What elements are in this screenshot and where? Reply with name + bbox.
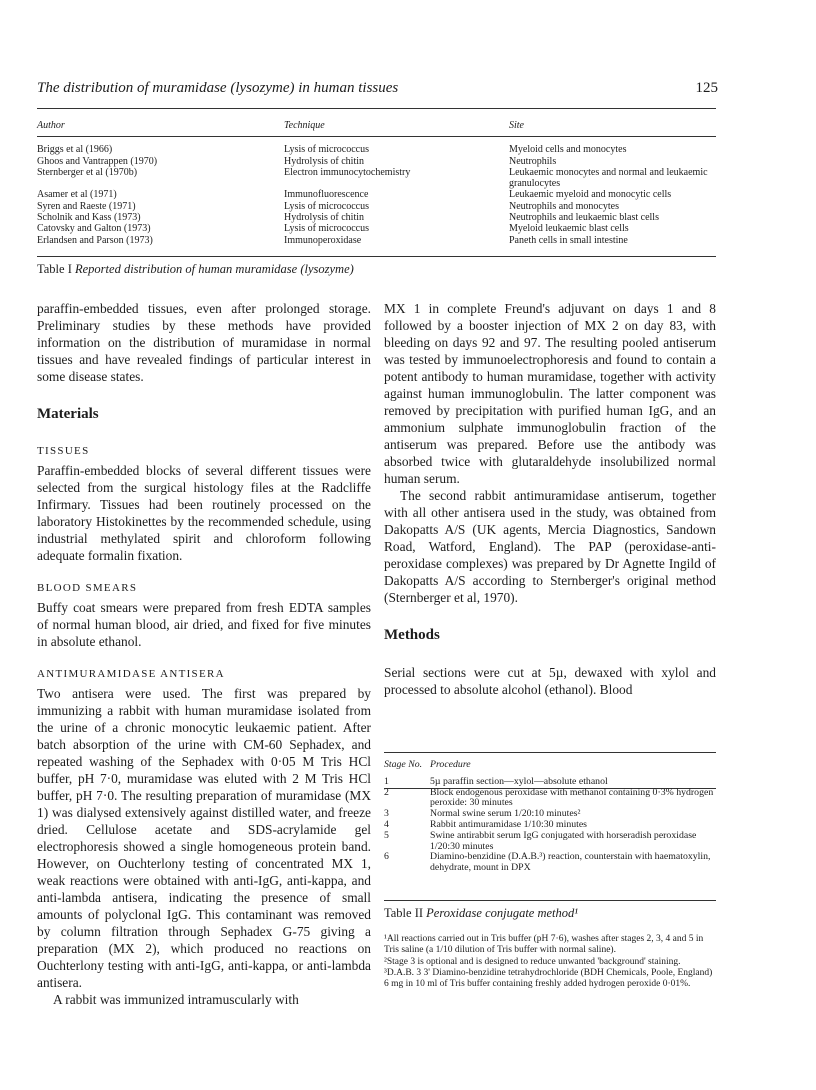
left-column [37,300,371,1008]
antiserum-paragraph: MX 1 in complete Freund's adjuvant on days 1 and 8 followed by a booster injection of MX 2 on day 83, with bleeding on days 92 and 97. The resulting pooled antiserum was tested by immunoelectrophoresis and found to contain a potent antibody to human muramidase, together with activity against human immunoglobulin. The latter component was removed by precipitation with purified human IgG, and an ammonium sulphate immunoglobulin fraction of the antiserum was prepared. Before use the antibody was absorbed twice with glutaraldehyde insolubilized normal human serum. [384,301,716,486]
procedure-cell: Rabbit antimuramidase 1/10:30 minutes [430,818,587,830]
table1-col-author: Author [37,120,65,131]
table-row [37,212,716,223]
tissues-paragraph: Paraffin-embedded blocks of several different tissues were selected from the surgical histology files at the Radcliffe Infirmary. Tissues had been routinely processed on the laboratory Histokinettes by the recommended schedule, using industrial methylated spirit and chloroform following adequate formalin fixation. [37,463,371,563]
table-row [37,189,716,200]
author-cell: Asamer et al (1971) [37,189,117,201]
table1-header-row [37,120,716,144]
site-cell: Neutrophils [509,155,557,167]
table-row [384,831,716,853]
footnote-2: ²Stage 3 is optional and is designed to reduce unwanted 'background' staining. [384,956,681,967]
materials-heading: Materials [37,406,99,422]
table2-header-row [384,760,716,777]
blood-smears-paragraph: Buffy coat smears were prepared from fresh EDTA samples of normal human blood, air dried, and fixed for five minutes in absolute ethanol. [37,600,371,649]
table1-caption-text: Reported distribution of human muramidase (lysozyme) [75,262,354,276]
table1-top-rule [37,108,716,109]
table2 [384,760,716,874]
table2-col-procedure: Procedure [430,759,471,770]
procedure-cell: Normal swine serum 1/20:10 minutes² [430,808,581,820]
procedure-cell: Diamino-benzidine (D.A.B.³) reaction, counterstain with haematoxylin, dehydrate, mount in DPX [430,851,711,874]
author-cell: Ghoos and Vantrappen (1970) [37,155,158,167]
procedure-cell: Swine antirabbit serum IgG conjugated with horseradish peroxidase 1/20:30 minutes [430,829,697,852]
antisera-paragraph: Two antisera were used. The first was prepared by immunizing a rabbit with human muramidase isolated from the urine of a chronic monocytic leukaemic patient. After batch absorption of the urine with CM-60 Sephadex, and repeated washing of the Sephadex with 0·05 M Tris HCl buffer, pH 7·0, muramidase was eluted with 2 M Tris HCl buffer, pH 7·0. The resulting preparation of muramidase (MX 1) was dialysed extensively against distilled water, and freeze dried. Cellulose acetate and SDS-acrylamide gel electrophoresis showed a single homogeneous protein band. However, on Ouchterlony testing of concentrated MX 1, weak reactions were obtained with anti-IgG, anti-kappa, and anti-lambda antisera, indicating the presence of small amounts of polyclonal IgG. This contaminant was removed by column filtration through Sephadex G-75 giving a preparation (MX 2), which produced no reactions on Ouchterlony testing with anti-IgG, anti-kappa, or anti-lambda antisera. [37,686,371,990]
methods-heading: Methods [384,627,440,643]
methods-paragraph: Serial sections were cut at 5µ, dewaxed with xylol and processed to absolute alcohol (ethanol). Blood [384,665,716,697]
author-cell: Erlandsen and Parson (1973) [37,234,153,246]
technique-cell: Immunofluorescence [284,189,369,201]
table-row [37,201,716,212]
technique-cell: Lysis of micrococcus [284,200,369,212]
site-cell: Myeloid leukaemic blast cells [509,223,629,235]
table2-bottom-rule [384,900,716,901]
procedure-cell: Block endogenous peroxidase with methanol containing 0·3% hydrogen peroxide: 30 minutes [430,786,714,809]
stage-cell: 6 [384,851,389,863]
table2-top-rule [384,752,716,753]
footnotes [384,934,716,991]
table1-col-technique: Technique [284,120,325,131]
running-title: The distribution of muramidase (lysozyme) in human tissues [37,80,399,96]
author-cell: Syren and Raeste (1971) [37,200,136,212]
table-row [37,167,716,190]
antisera-heading: ANTIMURAMIDASE ANTISERA [37,668,225,680]
intro-paragraph: paraffin-embedded tissues, even after prolonged storage. Preliminary studies by these methods have provided information on the distribution of muramidase in normal tissues and have revealed findings of particular interest in some disease states. [37,301,371,384]
footnote-1: ¹All reactions carried out in Tris buffer (pH 7·6), washes after stages 2, 3, 4 and 5 in Tris saline (a 1/10 dilution of Tris buffer with normal saline). [384,934,704,955]
technique-cell: Electron immunocytochemistry [284,166,411,178]
tissues-heading: TISSUES [37,445,90,457]
table2-caption-text: Peroxidase conjugate method¹ [426,906,579,920]
table1 [37,120,716,246]
table1-bottom-rule [37,256,716,257]
stage-cell: 3 [384,808,389,820]
stage-cell: 4 [384,818,389,830]
site-cell: Neutrophils and monocytes [509,200,619,212]
table-row [37,235,716,246]
author-cell: Catovsky and Galton (1973) [37,223,151,235]
table-row [37,223,716,234]
technique-cell: Lysis of micrococcus [284,144,369,156]
author-cell: Sternberger et al (1970b) [37,166,138,178]
page-number: 125 [695,80,718,96]
technique-cell: Lysis of micrococcus [284,223,369,235]
table-row [384,777,716,788]
table-row [37,144,716,155]
site-cell: Leukaemic monocytes and normal and leukaemic granulocytes [509,166,708,190]
site-cell: Leukaemic myeloid and monocytic cells [509,189,672,201]
table-row [384,788,716,810]
table1-caption-label: Table I [37,262,72,276]
blood-smears-heading: BLOOD SMEARS [37,582,138,594]
technique-cell: Hydrolysis of chitin [284,155,364,167]
table1-col-site: Site [509,120,524,131]
right-column [384,300,716,698]
site-cell: Neutrophils and leukaemic blast cells [509,212,659,224]
table2-caption [384,906,578,921]
footnote-3: ³D.A.B. 3 3' Diamino-benzidine tetrahydrochloride (BDH Chemicals, Poole, England) 6 mg in 10 ml of Tris buffer containing freshly added hydrogen peroxide 0·01%. [384,968,713,990]
stage-cell: 5 [384,829,389,841]
stage-cell: 2 [384,786,389,798]
stage-cell: 1 [384,775,389,787]
table-row [37,156,716,167]
immunized-paragraph: A rabbit was immunized intramuscularly with [53,992,299,1007]
procedure-cell: 5µ paraffin section—xylol—absolute ethanol [430,775,608,787]
table2-caption-label: Table II [384,906,424,920]
table1-caption [37,262,354,277]
author-cell: Scholnik and Kass (1973) [37,212,141,224]
author-cell: Briggs et al (1966) [37,144,113,156]
technique-cell: Hydrolysis of chitin [284,212,364,224]
site-cell: Paneth cells in small intestine [509,234,628,246]
table2-col-stage: Stage No. [384,759,423,770]
table-row [384,852,716,874]
technique-cell: Immunoperoxidase [284,234,362,246]
second-antiserum-paragraph: The second rabbit antimuramidase antiserum, together with all other antisera used in the study, was obtained from Dakopatts A/S (UK agents, Mercia Diagnostics, Sandown Road, Watford, England). The PAP (peroxidase-anti-peroxidase complexes) was prepared by Dr Agnette Ingild of Dakopatts A/S according to Sternberger's original method (Sternberger et al, 1970). [384,488,716,605]
site-cell: Myeloid cells and monocytes [509,144,627,156]
